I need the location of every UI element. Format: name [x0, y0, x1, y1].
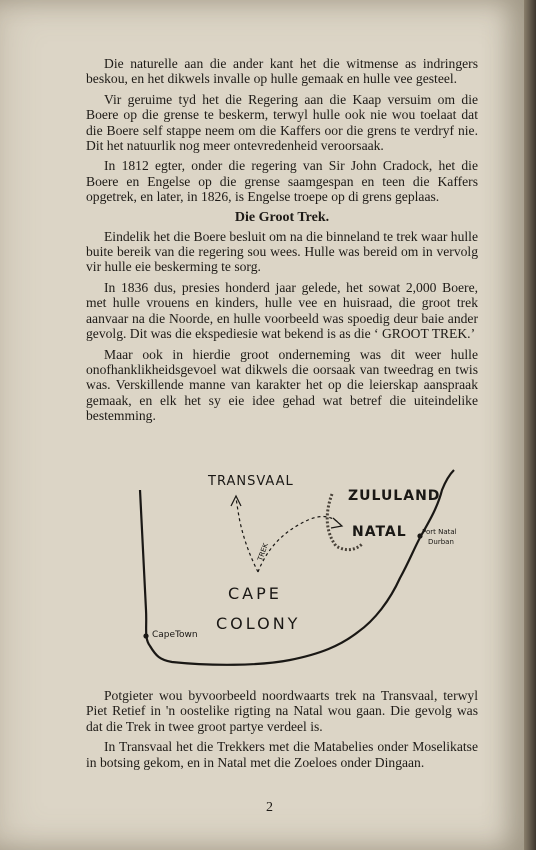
paragraph: Vir geruime tyd het die Regering aan die Kaap versuim om die Boere op die grense te beskerm, terwyl hulle ook nie wou toelaat dat die Boere self stappe neem om die Kaffers oor die grens te verdryf nie. Dit het natuurlik nog meer ontevredenheid veroorsaak. [86, 91, 478, 154]
label-cape: CAPE [228, 584, 282, 603]
paragraph: Potgieter wou byvoorbeeld noordwaarts trek na Transvaal, terwyl Piet Retief in 'n oostelike rigting na Natal wou gaan. Die gevolg was dat die Trek in twee groot partye verdeel is. [86, 688, 478, 734]
paragraph: Maar ook in hierdie groot onderneming was dit weer hulle onofhanklikheidsgevoel wat dikwels die oorsaak van tweedrag en twis was. Verskillende manne van karakter het op die leierskap aanspraak gemaak, en elk het sy eie idee gehad wat betref die uiteindelike bestemming. [86, 346, 478, 424]
label-natal: NATAL [352, 524, 407, 540]
label-port-natal: Port Natal [422, 528, 457, 536]
trek-route-north [236, 498, 258, 572]
paragraph: In 1812 egter, onder die regering van Sir John Cradock, het die Boere en Engelse op die grense saamgespan en teen die Kaffers opgetrek, en later, in 1826, is Engelse troepe op di grens geplaas. [86, 158, 478, 205]
label-transvaal: TRANSVAAL [208, 474, 294, 489]
capetown-marker [143, 633, 148, 638]
paragraph: In 1836 dus, presies honderd jaar gelede, het sowat 2,000 Boere, met hulle vrouens en kinders, hulle vee en huisraad, die groot trek aanvaar na die Noorde, en hulle voorbeeld was spoedig deur baie ander gevolg. Dit was die ekspediesie wat bekend is as die ‘ GROOT TREK.’ [86, 279, 478, 342]
trek-route-natal [258, 517, 340, 572]
paragraph: Die naturelle aan die ander kant het die witmense as indringers beskou, en het dikwels invalle op hulle gemaak en hulle vee gesteel. [86, 56, 478, 87]
label-trek: TREK [256, 542, 270, 562]
label-colony: COLONY [216, 614, 301, 633]
label-capetown: CapeTown [152, 630, 198, 640]
body-text [86, 56, 478, 429]
paragraph: Eindelik het die Boere besluit om na die binneland te trek waar hulle buite bereik van die regering sou wees. Hulle was bereid om in vervolg vir hulle eie beskerming te sorg. [86, 228, 478, 275]
page-number: 2 [266, 800, 273, 815]
label-durban: Durban [428, 538, 454, 546]
book-spine [524, 0, 536, 850]
paragraph: In Transvaal het die Trekkers met die Matabelies onder Moselikatse in botsing gekom, en in Natal met die Zoeloes onder Dingaan. [86, 739, 478, 770]
body-text-bottom [86, 688, 478, 775]
label-zululand: ZULULAND [348, 488, 441, 504]
section-heading: Die Groot Trek. [234, 209, 330, 225]
trek-map [100, 460, 480, 690]
